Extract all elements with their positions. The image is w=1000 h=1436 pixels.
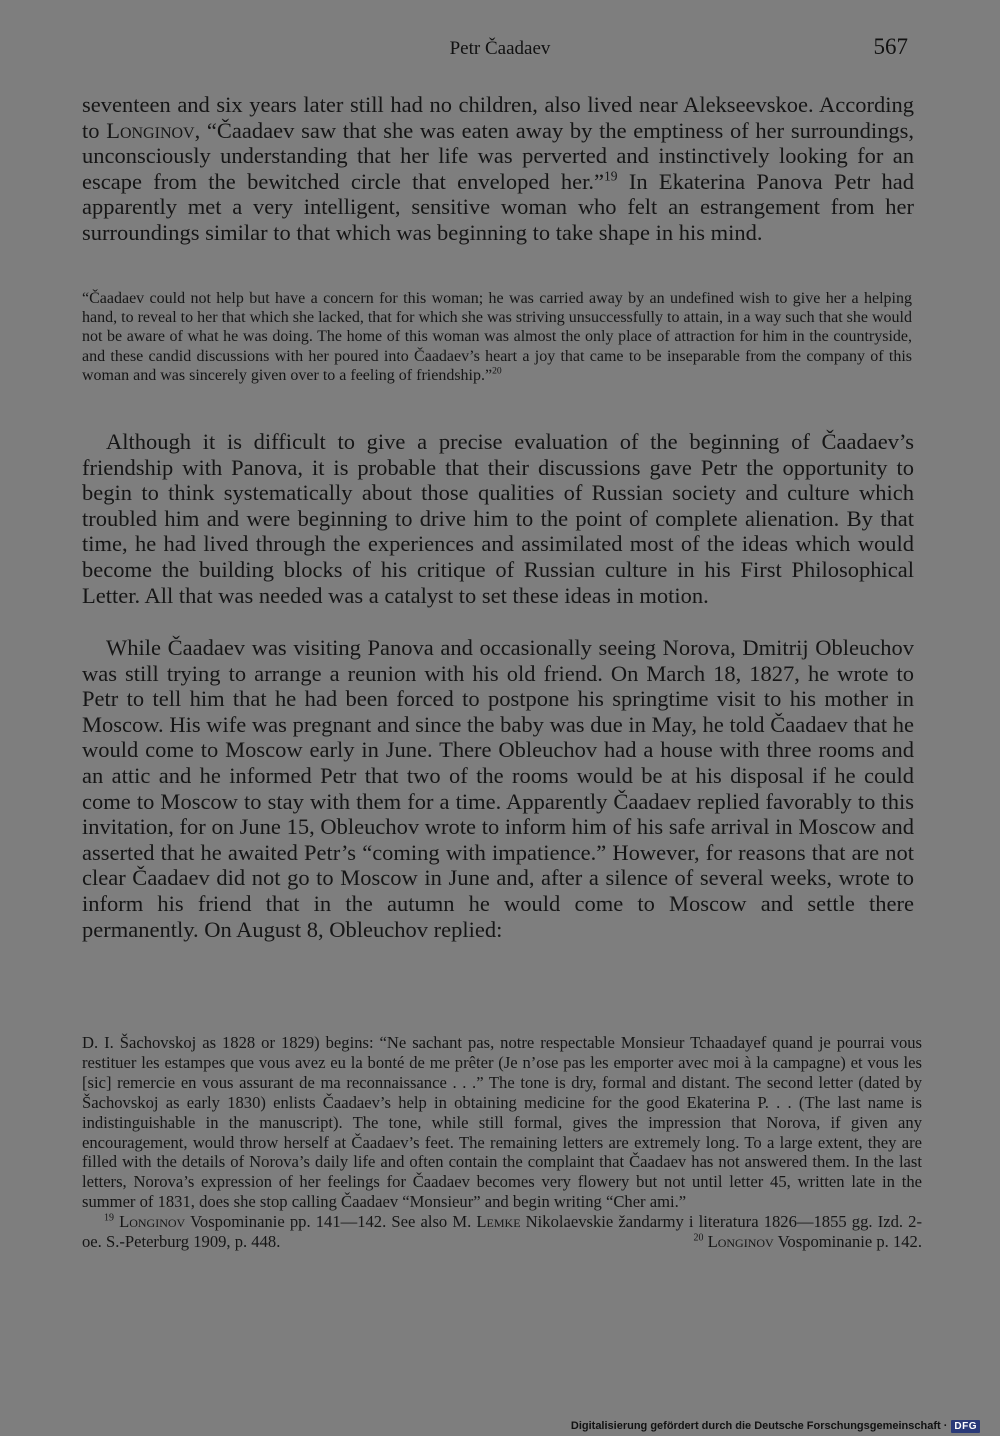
- author-longinov: Longinov: [106, 117, 195, 143]
- dfg-footer: [571, 1418, 980, 1434]
- paragraph-3: While Čaadaev was visiting Panova and occasionally seeing Norova, Dmitrij Obleuchov was still trying to arrange a reunion with his old friend. On March 18, 1827, he wrote to Petr to tell him that he had been forced to postpone his springtime visit to his mother in Moscow. His wife was pregnant and since the baby was due in May, he told Čaadaev that he would come to Moscow early in June. There Obleuchov had a house with three rooms and an attic and he informed Petr that two of the rooms would be at his disposal if he could come to Moscow to stay with them for a time. Apparently Čaadaev replied favorably to this invitation, for on June 15, Obleuchov wrote to inform him of his safe arrival in Moscow and asserted that he awaited Petr’s “coming with impatience.” However, for reasons that are not clear Čaadaev did not go to Moscow in June and, after a silence of several weeks, wrote to inform his friend that in the autumn he would come to Moscow and settle there permanently. On August 8, Obleuchov replied:: [82, 635, 914, 942]
- paragraph-1: [82, 92, 914, 246]
- footnote-ref-20[interactable]: 20: [492, 365, 502, 377]
- footnote-20: [671, 1232, 922, 1252]
- dfg-logo-icon[interactable]: DFG: [951, 1420, 980, 1433]
- p1-text-a: seventeen and six years later still had no children, also lived near Alekseevskoe. According to: [82, 92, 914, 143]
- footnote-19: [82, 1212, 922, 1252]
- footnotes: [82, 1033, 922, 1252]
- footnote-continuation: D. I. Šachovskoj as 1828 or 1829) begins: “Ne sachant pas, notre respectable Monsieur Tchaadayef quand je pourrai vous restituer les estampes que vous avez eu la bonté de me prêter (Je n’ose pas les emporter avec moi à la campagne) et vous les [sic] remercie en vous assurant de ma reconnaissance . . .” The tone is dry, formal and distant. The second letter (dated by Šachovskoj as early 1830) enlists Čaadaev’s help in obtaining medicine for the good Ekaterina P. . . (The last name is indistinguishable in the manuscript). The tone, while still formal, gives the impression that Norova, if given any encouragement, would throw herself at Čaadaev’s feet. The remaining letters are extremely long. To a large extent, they are filled with the details of Norova’s daily life and often contain the complaint that Čaadaev has not answered them. In the last letters, Norova’s expression of her feelings for Čaadaev becomes very flowery but not until letter 45, written late in the summer of 1831, does she stop calling Čaadaev “Monsieur” and begin writing “Cher ami.”: [82, 1033, 922, 1212]
- footnote-19-text-b: Nikolaevskie žandarmy i literatura 1826—1855 gg. Izd. 2-oe. S.-Peterburg 1909, p. 448.: [82, 1212, 922, 1252]
- footnote-19-text-a: Vospominanie pp. 141—142. See also M.: [185, 1212, 477, 1232]
- page-number: 567: [873, 34, 908, 59]
- footnote-ref-19[interactable]: 19: [604, 168, 618, 184]
- dfg-text: Digitalisierung gefördert durch die Deutsche Forschungsgemeinschaft ·: [570, 1420, 948, 1432]
- page-header: [0, 34, 1000, 68]
- footnote-20-author: Longinov: [707, 1232, 774, 1252]
- quote-text: “Čaadaev could not help but have a concern for this woman; he was carried away by an undefined wish to give her a helping hand, to reveal to her that which she lacked, that for which she was striving unsuccessfully to attain, in a way such that she would not be aware of what he was doing. The home of this woman was almost the only place of attraction for him in the countryside, and these candid discussions with her poured into Čaadaev’s heart a joy that came to be inseparable from the company of this woman and was sincerely given over to a feeling of friendship.”: [82, 290, 912, 384]
- p1-text-b: , “Čaadaev saw that she was eaten away by the emptiness of her surroundings, unconsciously understanding that her life was perverted and instinctively looking for an escape from the bewitched circle that enveloped her.”: [82, 117, 914, 194]
- p1-text-c: In Ekaterina Panova Petr had apparently met a very intelligent, sensitive woman who felt an estrangement from her surroundings similar to that which was beginning to take shape in his mind.: [82, 168, 914, 245]
- block-quote: [82, 289, 912, 385]
- footnote-19-number: 19: [104, 1212, 114, 1224]
- paragraph-2: Although it is difficult to give a precise evaluation of the beginning of Čaadaev’s friendship with Panova, it is probable that their discussions gave Petr the opportunity to begin to think systematically about those qualities of Russian society and culture which troubled him and were beginning to drive him to the point of complete alienation. By that time, he had lived through the experiences and assimilated most of the ideas which would become the building blocks of his critique of Russian culture in his First Philosophical Letter. All that was needed was a catalyst to set these ideas in motion.: [82, 429, 914, 608]
- footnote-19-author: Longinov: [119, 1212, 186, 1232]
- footnote-20-number: 20: [693, 1232, 704, 1244]
- footnote-20-text: Vospominanie p. 142.: [773, 1232, 922, 1252]
- footnote-19-author2: Lemke: [476, 1212, 521, 1232]
- running-head: Petr Čaadaev: [449, 38, 551, 59]
